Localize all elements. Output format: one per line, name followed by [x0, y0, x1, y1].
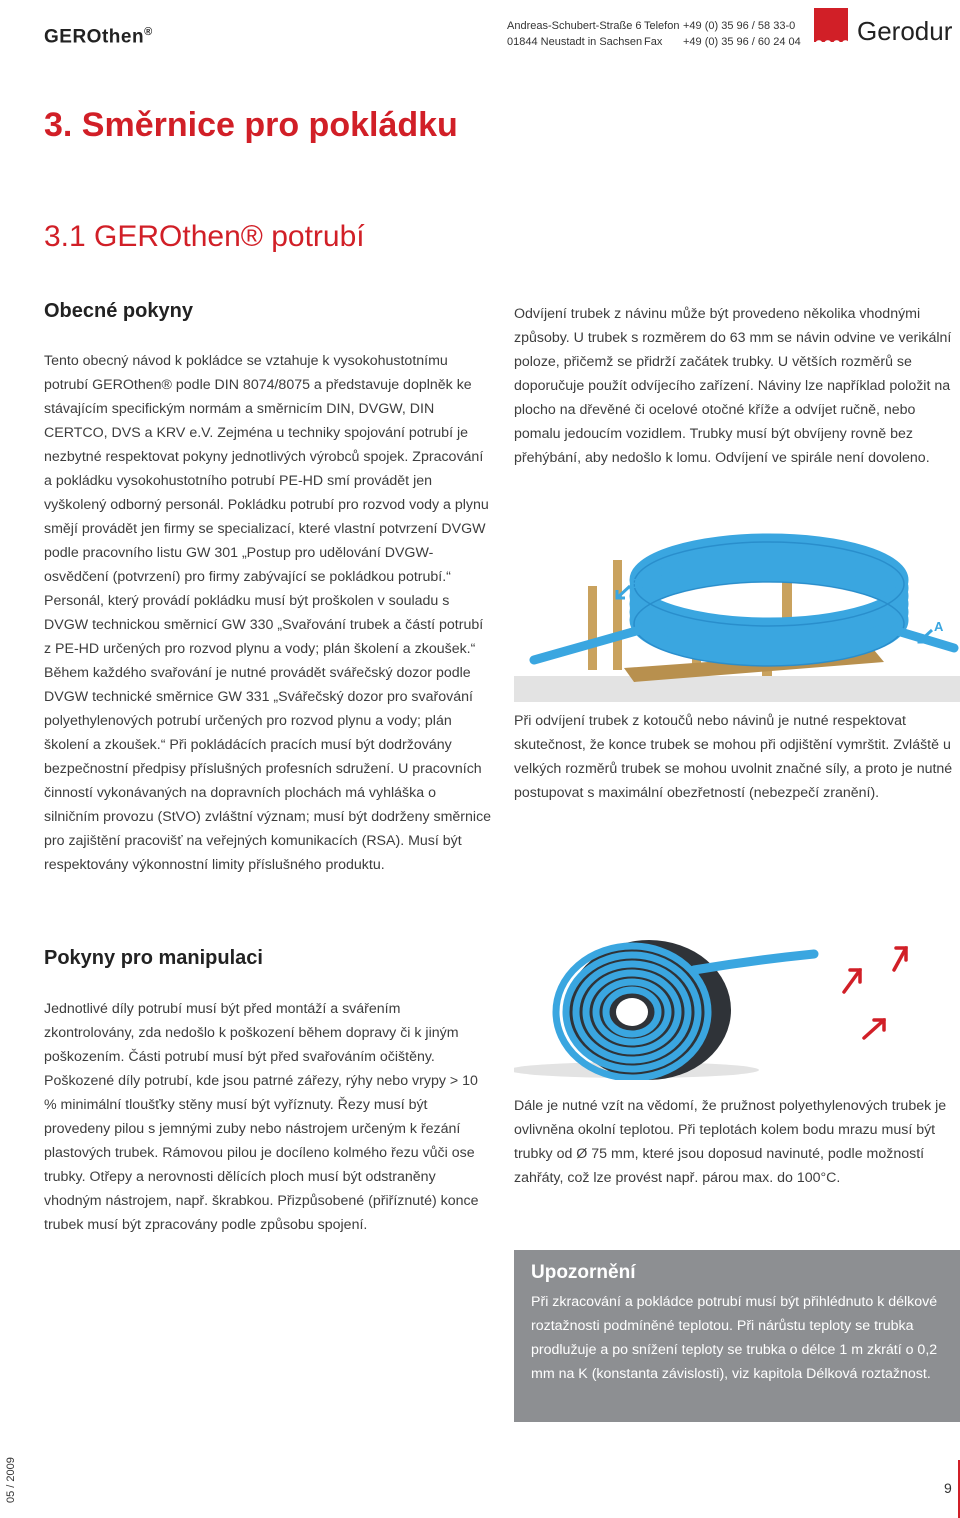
uncoiling-text: Odvíjení trubek z návinu může být provedeno několika vhodnými způsoby. U trubek s rozměrem do 63 mm se návin odvine ve verikální poloze, přičemž se přidrží začátek trubky. U větších rozměrů se doporučuje použít odvíjecího zařízení. Náviny lze například položit na plocho na dřevěné či ocelové otočné kříže a odvíjet ručně, nebo pomalu jedoucím vozidlem. Trubky musí být obvíjeny rovně bez přehýbání, aby nedošlo k lomu. Odvíjení ve spirále není dovoleno.	[514, 306, 952, 466]
pipe-coil-illustration	[514, 520, 960, 710]
handling-text: Jednotlivé díly potrubí musí být před montáží a svářením zkontrolovány, zda nedošlo k poškození během dopravy či k jiným poškozením. Části potrubí musí být před svařováním očištěny. Poškozené díly potrubí, kde jsou patrné zářezy, rýhy nebo vrypy > 10 % minimální tloušťky stěny musí být vyříznuty. Řezy musí být provedeny pilou s jemnými zuby nebo nástrojem určeným k řezání plastových trubek. Rámovou pilou je docíleno kolmého řezu vůči ose trubky. Otřepy a nerovnosti dělících ploch musí být odstraněny vhodným nástrojem, např. škrabkou. Přizpůsobené (přiříznuté) konce trubek musí být zpracovány podle způsobu spojení.	[44, 1001, 479, 1233]
contact-labels	[644, 18, 679, 50]
address-city: 01844 Neustadt in Sachsen	[507, 36, 643, 48]
elasticity-text: Dále je nutné vzít na vědomí, že pružnost polyethylenových trubek je ovlivněna okolní teplotou. Při teplotách kolem bodu mrazu musí být trubky od Ø 75 mm, které jsou doposud navinuté, podle možností zahřáty, což lze provést např. párou max. do 100°C.	[514, 1098, 947, 1186]
gerodur-logo-text: Gerodur	[857, 16, 953, 46]
phone-label: Telefon	[644, 20, 680, 32]
page-title: 3. Směrnice pro pokládku	[44, 106, 458, 144]
label-b: B	[631, 576, 641, 591]
caution-text: Při odvíjení trubek z kotoučů nebo návinů je nutné respektovat skutečnost, že konce trubek se mohou při odjištění vymrštit. Zvláště u velkých rozměrů trubek se mohou uvolnit značné síly, a proto je nutné postupovat s maximální obezřetností (nebezpečí zranění).	[514, 713, 953, 801]
fax-value: +49 (0) 35 96 / 60 24 04	[683, 36, 801, 48]
gerothen-logo: GEROthen®	[44, 26, 153, 48]
address-block	[507, 18, 642, 50]
pipe-reel-illustration	[514, 930, 960, 1080]
page-number: 9	[944, 1480, 952, 1496]
address-street: Andreas-Schubert-Straße 6	[507, 20, 642, 32]
contact-values	[683, 18, 801, 50]
ground-shadow	[514, 676, 960, 702]
wooden-post	[588, 586, 597, 670]
fax-label: Fax	[644, 36, 663, 48]
warning-title: Upozornění	[531, 1262, 636, 1283]
danger-arrows-icon	[844, 948, 906, 1038]
section-title: 3.1 GEROthen® potrubí	[44, 220, 365, 253]
gerodur-logo-dots: ●●●●	[815, 39, 851, 49]
general-heading: Obecné pokyny	[44, 300, 193, 322]
general-text: Tento obecný návod k pokládce se vztahuje k vysokohustotnímu potrubí GEROthen® podle DIN 8074/8075 a představuje doplněk ke stávajícím specifickým normám a směrnicím DIN, DVGW, DIN CERTCO, DVS a KRV e.V. Zejména u techniky spojování potrubí je nezbytné respektovat pokyny jednotlivých výrobců spojek. Zpracování a pokládku vysokohustotního potrubí PE-HD smí provádět jen vyškolený odborný personál. Pokládku potrubí pro rozvod vody a plynu smějí provádět jen firmy se specializací, které vlastní potvrzení DVGW podle pracovního listu GW 301 „Postup pro udělování DVGW-osvědčení (potvrzení) pro firmy zabývající se pokládkou potrubí.“ Personál, který provádí pokládku musí být proškolen v souladu s DVGW technickou směrnicí GW 330 „Svařování trubek a částí potrubí z PE-HD určených pro rozvod plynu a vody; plán školení a zkoušek.“ Během každého svařování je nutné provádět svářečský dozor podle DVGW technické směrnice GW 331 „Svářečský dozor pro svařování polyethylenových potrubí určených pro rozvod plynu a vody; plán školení a zkoušek.“ Při pokládácích pracích musí být dodržovány bezpečnostní předpisy příslušných profesních sdružení. U pracovních činností vykonávaných na dopravních plochách má vyhláška o silničním provozu (StVO) zvláštní význam; musí být dodrženy směrnice pro zajištění pracovišť na veřejných komunikacích (RSA). Musí být respektovány výkonnostní limity příslušného produktu.	[44, 353, 492, 873]
issue-date: 05 / 2009	[5, 1457, 17, 1503]
wooden-post	[613, 560, 622, 670]
phone-value: +49 (0) 35 96 / 58 33-0	[683, 20, 796, 32]
warning-text: Při zkracování a pokládce potrubí musí být přihlédnuto k délkové roztažnosti podmíněné teplotou. Při nárůstu teploty se trubka prodlužuje a po snížení teploty se trubka o délce 1 m zkrátí o 0,2 mm na K (konstanta závislosti), viz kapitola Délková roztažnost.	[531, 1294, 938, 1382]
pipe-coil	[634, 538, 904, 662]
pipe-loose-end	[694, 954, 814, 970]
gerodur-logo-mark	[814, 8, 848, 42]
handling-heading: Pokyny pro manipulaci	[44, 947, 263, 969]
label-a: A	[934, 619, 944, 634]
